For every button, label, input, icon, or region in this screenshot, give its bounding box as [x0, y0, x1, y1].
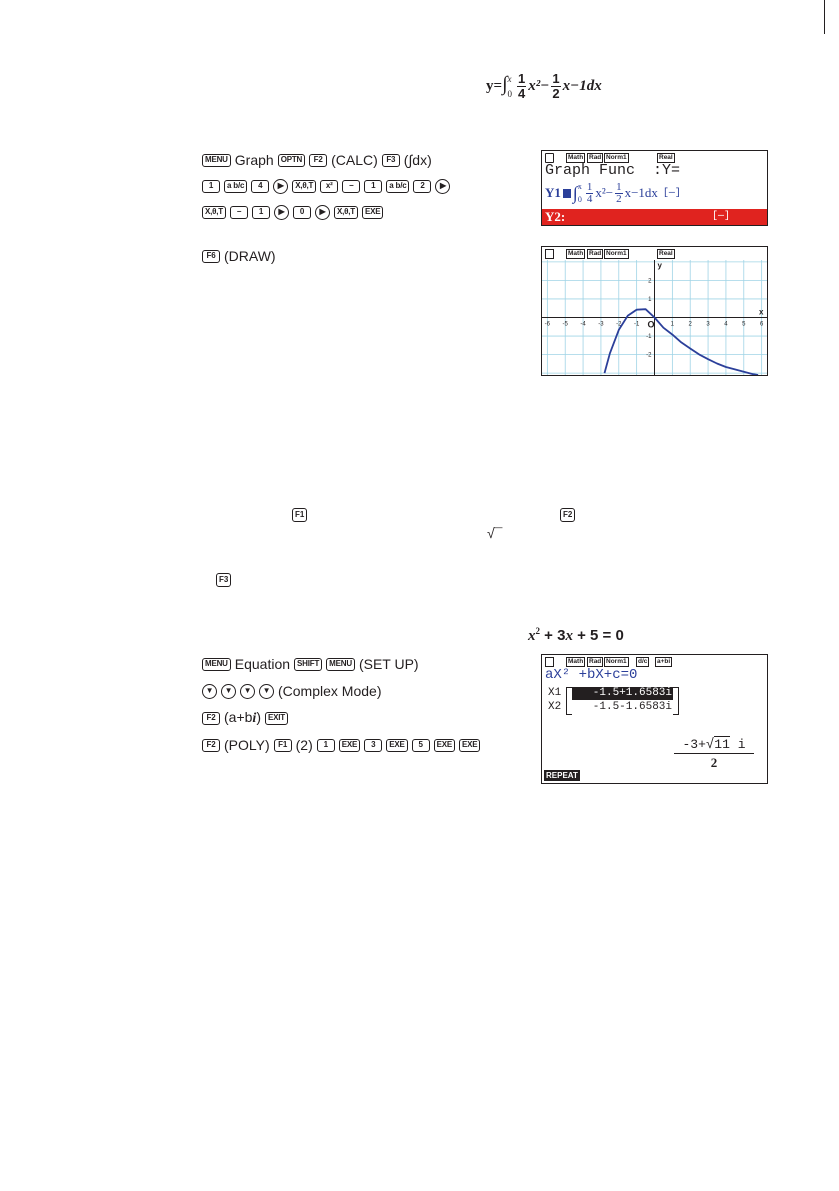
- exe-key[interactable]: EXE: [434, 739, 455, 752]
- keystroke-row-1: [202, 150, 432, 170]
- down-arrow-key[interactable]: ▼: [202, 684, 217, 699]
- f6-key[interactable]: F6: [202, 250, 220, 263]
- key-4[interactable]: 4: [251, 180, 269, 193]
- integral-upper-limit: x: [507, 73, 512, 84]
- equation-screen: [541, 654, 768, 784]
- graph-func-screen: [541, 150, 768, 226]
- x1-value-selected[interactable]: -1.5+1.6583i: [572, 687, 673, 700]
- formula-lhs: y=: [486, 77, 503, 94]
- status-math: Math: [568, 658, 584, 665]
- optn-key[interactable]: OPTN: [278, 154, 305, 167]
- matrix-right-bracket: [673, 687, 679, 715]
- f2-key[interactable]: F2: [202, 712, 220, 725]
- keystroke-row-4: [202, 246, 276, 266]
- series-line-y1: [605, 309, 759, 375]
- menu-key[interactable]: MENU: [202, 154, 231, 167]
- f3-key[interactable]: F3: [382, 154, 400, 167]
- integral-lower-limit: 0: [507, 88, 513, 99]
- f2-key[interactable]: F2: [202, 739, 220, 752]
- status-norm: Norm1: [606, 154, 627, 161]
- function-graph: [542, 260, 767, 375]
- x2-value[interactable]: -1.5-1.6583i: [592, 701, 672, 713]
- right-arrow-key[interactable]: ▶: [315, 205, 330, 220]
- f1-key-reference[interactable]: F1: [292, 508, 307, 522]
- y-tick-label: 2: [648, 278, 652, 285]
- status-math: Math: [568, 250, 584, 257]
- key-5[interactable]: 5: [412, 739, 430, 752]
- x-tick-label: -2: [616, 321, 622, 328]
- repeat-button[interactable]: REPEAT: [546, 771, 578, 780]
- minus-key[interactable]: −: [342, 180, 360, 193]
- key-3[interactable]: 3: [364, 739, 382, 752]
- x-tick-label: 4: [724, 321, 728, 328]
- y1-row[interactable]: Y1 ∫ x 0 $\frac{1}{4}$ x²− $\frac{1}{2}$ x−1dx [—]: [545, 180, 681, 205]
- keystroke-row-5: [202, 654, 419, 674]
- down-arrow-key[interactable]: ▼: [221, 684, 236, 699]
- down-arrow-key[interactable]: ▼: [240, 684, 255, 699]
- integral-dx-label: (∫dx): [403, 152, 432, 168]
- graph-screen: [541, 246, 768, 376]
- battery-icon: [545, 249, 554, 259]
- x-theta-t-key[interactable]: X,θ,T: [334, 206, 358, 219]
- calc-label: (CALC): [331, 152, 378, 168]
- y1-fraction-quarter: $\frac{1}{4}$: [586, 180, 593, 205]
- formula-tail: x−1dx: [562, 77, 602, 94]
- status-rad: Rad: [589, 154, 602, 161]
- quadratic-equation: $x^2 + 3x + 5 = 0$: [528, 626, 624, 644]
- integral-formula: [486, 72, 602, 101]
- exe-key[interactable]: EXE: [459, 739, 480, 752]
- x-theta-t-key[interactable]: X,θ,T: [202, 206, 226, 219]
- radical-sign: √: [705, 737, 715, 753]
- x-theta-t-key[interactable]: X,θ,T: [292, 180, 316, 193]
- y-tick-label: -2: [646, 352, 652, 359]
- graph-label: Graph: [234, 152, 274, 168]
- y2-row[interactable]: [542, 209, 767, 225]
- fraction-key[interactable]: a b/c: [224, 180, 247, 193]
- y2-line-style: [—]: [712, 211, 731, 222]
- fraction-key[interactable]: a b/c: [386, 180, 409, 193]
- x-tick-label: 6: [759, 321, 764, 328]
- minus-key[interactable]: −: [230, 206, 248, 219]
- x-tick-label: 5: [742, 321, 746, 328]
- y-tick-label: 1: [648, 296, 652, 303]
- shift-key[interactable]: SHIFT: [294, 658, 322, 671]
- status-bar: [542, 655, 767, 667]
- a-plus-bi-label: (a+bi): [224, 709, 261, 726]
- y-axis-label: y: [657, 261, 662, 270]
- keystroke-row-6: [202, 681, 381, 701]
- y1-integral-sign: ∫: [572, 182, 578, 203]
- status-real: Real: [659, 154, 673, 161]
- square-root-symbol: √¯: [487, 525, 503, 541]
- y2-label: Y2:: [545, 209, 566, 224]
- status-bar: [542, 247, 767, 259]
- status-math: Math: [568, 154, 584, 161]
- status-norm: Norm1: [606, 658, 627, 665]
- x1-label: X1: [548, 687, 562, 699]
- right-arrow-key[interactable]: ▶: [435, 179, 450, 194]
- f2-key[interactable]: F2: [309, 154, 327, 167]
- status-rad: Rad: [589, 250, 602, 257]
- x-squared-key[interactable]: x²: [320, 180, 338, 193]
- fraction-one-half: $\frac{1}{2}$: [552, 71, 560, 101]
- key-1[interactable]: 1: [202, 180, 220, 193]
- status-norm: Norm1: [606, 250, 627, 257]
- x-tick-label: -6: [544, 321, 551, 328]
- y1-fraction-half: $\frac{1}{2}$: [616, 180, 622, 205]
- x-tick-label: 3: [706, 321, 710, 328]
- x-tick-label: 2: [688, 321, 692, 328]
- key-1[interactable]: 1: [317, 739, 335, 752]
- keystroke-row-7: [202, 708, 288, 728]
- fraction-one-quarter: $\frac{1}{4}$: [518, 71, 526, 101]
- y1-tail: x−1dx: [624, 185, 658, 200]
- y1-label: Y1: [545, 185, 561, 200]
- x-axis-label: x: [759, 307, 764, 317]
- y1-line-style: [—]: [662, 187, 681, 199]
- key-2[interactable]: 2: [413, 180, 431, 193]
- key-1[interactable]: 1: [364, 180, 382, 193]
- exit-key[interactable]: EXIT: [265, 712, 288, 725]
- right-arrow-key[interactable]: ▶: [274, 205, 289, 220]
- x2-label: X2: [548, 701, 562, 713]
- f2-key-reference[interactable]: F2: [560, 508, 575, 522]
- x-tick-label: -5: [562, 321, 568, 328]
- x-tick-label: 1: [670, 321, 675, 328]
- formula-x-squared: x²−: [528, 77, 550, 94]
- key-1[interactable]: 1: [252, 206, 270, 219]
- exe-key[interactable]: EXE: [386, 739, 407, 752]
- f3-key-reference[interactable]: F3: [216, 573, 231, 587]
- graph-func-title: Graph Func :Y=: [545, 162, 681, 179]
- draw-label: (DRAW): [224, 248, 276, 264]
- exe-key[interactable]: EXE: [362, 206, 383, 219]
- exe-key[interactable]: EXE: [339, 739, 360, 752]
- status-dc: d/c: [638, 658, 648, 665]
- poly-label: (POLY): [224, 737, 270, 753]
- key-0[interactable]: 0: [293, 206, 311, 219]
- y1-middle: x²−: [595, 185, 614, 200]
- x-tick-label: -4: [580, 321, 586, 328]
- status-rad: Rad: [589, 658, 602, 665]
- y1-selected-marker: [563, 189, 571, 198]
- menu-key[interactable]: MENU: [326, 658, 355, 671]
- keystroke-row-3: [202, 202, 383, 222]
- x-tick-label: -3: [598, 321, 604, 328]
- keystroke-row-2: [202, 176, 450, 196]
- complex-mode-label: (Complex Mode): [278, 683, 382, 699]
- exact-answer: -3+√11 i 2: [674, 737, 754, 771]
- equation-form: aX² +bX+c=0: [545, 667, 638, 683]
- status-real: Real: [659, 250, 673, 257]
- setup-label: (SET UP): [358, 656, 419, 672]
- y-tick-label: -1: [646, 334, 652, 341]
- x-tick-label: -1: [633, 321, 640, 328]
- keystroke-row-8: [202, 735, 480, 755]
- origin-label: O: [647, 319, 655, 330]
- degree-label: (2): [295, 737, 313, 753]
- right-arrow-key[interactable]: ▶: [273, 179, 288, 194]
- f1-key[interactable]: F1: [274, 739, 292, 752]
- equation-label: Equation: [234, 656, 291, 672]
- menu-key[interactable]: MENU: [202, 658, 231, 671]
- status-complex: a+bi: [657, 658, 671, 665]
- page-edge-rule: [824, 0, 825, 34]
- integral-sign: ∫: [502, 72, 508, 95]
- down-arrow-key[interactable]: ▼: [259, 684, 274, 699]
- battery-icon: [545, 657, 554, 667]
